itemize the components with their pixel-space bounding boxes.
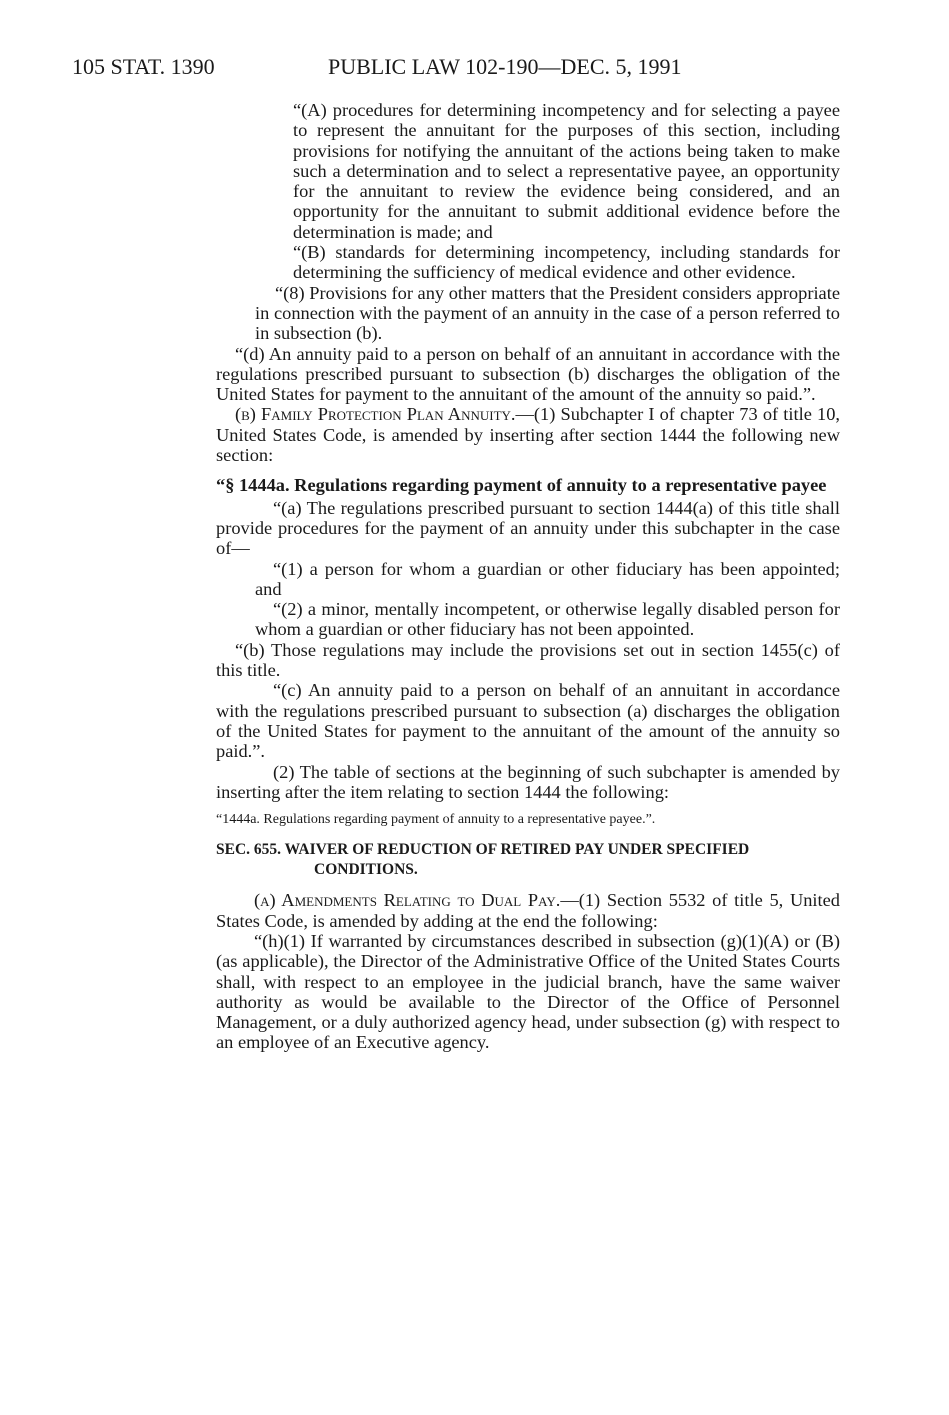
paragraph-d: [216, 344, 840, 405]
paragraph-a2-text: “(a) The regulations prescribed pursuant to section 1444(a) of this title shall provide procedures for the payment of an annuity under this subchapter in the case of—: [216, 497, 840, 559]
paragraph-a3-text: —(1) Section 5532 of title 5, United States Code, is amended by adding at the end the following:: [216, 890, 840, 931]
table-of-sections-item: “1444a. Regulations regarding payment of annuity to a representative payee.”.: [216, 812, 656, 828]
law-citation: PUBLIC LAW 102-190—DEC. 5, 1991: [328, 54, 682, 79]
paragraph-b-heading: (b) Family Protection Plan Annuity.: [235, 404, 516, 425]
paragraph-h-text: “(h)(1) If warranted by circumstances described in subsection (g)(1)(A) or (B) (as applicable), the Director of the Administrative Office of the United States Courts shall, with respect to an employee in the judicial branch, have the same waiver authority as would be available to the Director of the Office of Personnel Management, or a duly authorized agency head, under subsection (g) with respect to an employee of an Executive agency.: [216, 930, 840, 1053]
section-1444a-heading: “§ 1444a. Regulations regarding payment of annuity to a representative payee: [216, 475, 827, 496]
paragraph-a3-heading: (a) Amendments Relating to Dual Pay.: [254, 890, 561, 911]
paragraph-2-table: [216, 762, 840, 803]
document-body: [216, 100, 840, 1053]
paragraph-2: [216, 599, 840, 640]
paragraph-B-text: “(B) standards for determining incompetency, including standards for determining the sufficiency of medical evidence and other evidence.: [293, 242, 840, 283]
paragraph-b2: [216, 640, 840, 681]
paragraph-1-text: “(1) a person for whom a guardian or other fiduciary has been appointed; and: [255, 558, 840, 599]
paragraph-8-text: “(8) Provisions for any other matters that the President considers appropriate in connection with the payment of an annuity in the case of a person referred to in subsection (b).: [255, 282, 840, 344]
paragraph-2-table-text: (2) The table of sections at the beginning of such subchapter is amended by inserting after the item relating to section 1444 the following:: [216, 761, 840, 802]
paragraph-c2: [216, 680, 840, 761]
paragraph-b2-text: “(b) Those regulations may include the provisions set out in section 1455(c) of this title.: [216, 639, 840, 681]
paragraph-c2-text: “(c) An annuity paid to a person on behalf of an annuitant in accordance with the regulations prescribed pursuant to subsection (a) discharges the obligation of the United States for payment to the annuitant of the amount of the annuity so paid.”.: [216, 680, 840, 762]
paragraph-d-text: “(d) An annuity paid to a person on behalf of an annuitant in accordance with the regulations prescribed pursuant to subsection (b) discharges the obligation of the United States for payment to the annuitant of the amount of the annuity so paid.”.: [216, 343, 840, 405]
paragraph-a2: [216, 498, 840, 559]
paragraph-B: [216, 242, 840, 283]
paragraph-b-family: [216, 404, 840, 465]
paragraph-b-text: —(1) Subchapter I of chapter 73 of title 10, United States Code, is amended by inserting after section 1444 the following new section:: [216, 404, 840, 466]
paragraph-h: [216, 931, 840, 1053]
stat-page-number: 105 STAT. 1390: [72, 54, 215, 79]
paragraph-A: [216, 100, 840, 242]
paragraph-2-text: “(2) a minor, mentally incompetent, or otherwise legally disabled person for whom a guardian or other fiduciary has not been appointed.: [255, 599, 840, 640]
paragraph-a3: [216, 890, 840, 931]
paragraph-1: [216, 559, 840, 600]
paragraph-A-text: “(A) procedures for determining incompetency and for selecting a payee to represent the annuitant for the purposes of this section, including provisions for notifying the annuitant of the actions being taken to make such a determination and to select a representative payee, an opportunity for the annuitant to review the evidence being considered, and an opportunity for the annuitant to submit additional evidence before the determination is made; and: [293, 100, 840, 242]
paragraph-8: [216, 283, 840, 344]
section-655-heading: SEC. 655. WAIVER OF REDUCTION OF RETIRED PAY UNDER SPECIFIED CONDITIONS.: [216, 841, 750, 879]
